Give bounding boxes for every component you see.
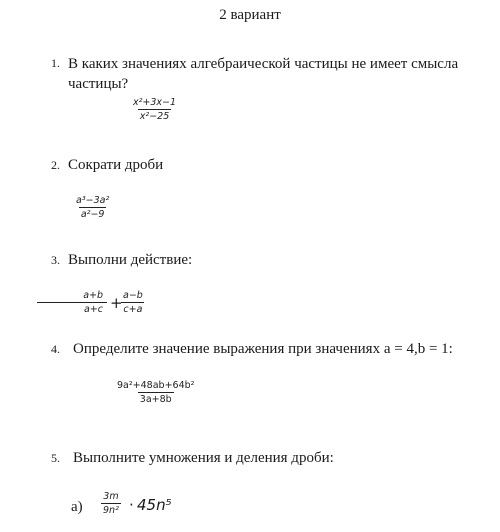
question-4-text: Определите значение выражения при значениях a = 4,b = 1:: [73, 341, 453, 357]
question-2-number: 2.: [51, 158, 60, 172]
question-1-number: 1.: [51, 56, 60, 70]
question-3-fraction-2: [121, 290, 145, 315]
question-5a-label: а): [71, 499, 83, 515]
question-2-fraction: [74, 195, 111, 220]
question-3-text: Выполни действие:: [68, 252, 193, 268]
question-5-number: 5.: [51, 451, 60, 465]
question-1-numerator: x²+3x−1: [133, 97, 177, 108]
question-5a-numerator: 3m: [103, 491, 119, 502]
question-3-frac1-denominator: a+c: [83, 304, 103, 315]
question-5a-fraction: [101, 491, 121, 516]
question-5-text: Выполните умножения и деления дроби:: [73, 450, 334, 466]
question-3-frac1-numerator: a+b: [83, 290, 103, 301]
question-4-number: 4.: [51, 342, 60, 356]
question-4-fraction: [115, 380, 196, 405]
question-1-fraction: [131, 97, 178, 122]
question-2-numerator: a³−3a²: [76, 195, 110, 206]
page-title: 2 вариант: [219, 7, 281, 23]
question-4-numerator: 9a²+48ab+64b²: [117, 380, 195, 391]
question-1-text-line1: В каких значениях алгебраической частицы не имеет смысла: [68, 56, 459, 72]
question-4-denominator: 3a+8b: [139, 394, 172, 405]
question-5a-term: 45n⁵: [137, 496, 172, 514]
question-1-text-line2: частицы?: [68, 76, 129, 92]
question-3-frac2-denominator: c+a: [123, 304, 143, 315]
question-5a-denominator: 9n²: [103, 505, 119, 516]
question-1-denominator: x²−25: [139, 111, 170, 122]
question-3-plus-sign: +: [110, 294, 123, 312]
question-5a-multiply-dot: ·: [129, 496, 134, 514]
question-3-fraction-1: [37, 290, 107, 315]
question-3-frac2-numerator: a−b: [123, 290, 143, 301]
question-3-number: 3.: [51, 253, 60, 267]
question-2-text: Сократи дроби: [68, 157, 164, 173]
question-2-denominator: a²−9: [80, 209, 105, 220]
